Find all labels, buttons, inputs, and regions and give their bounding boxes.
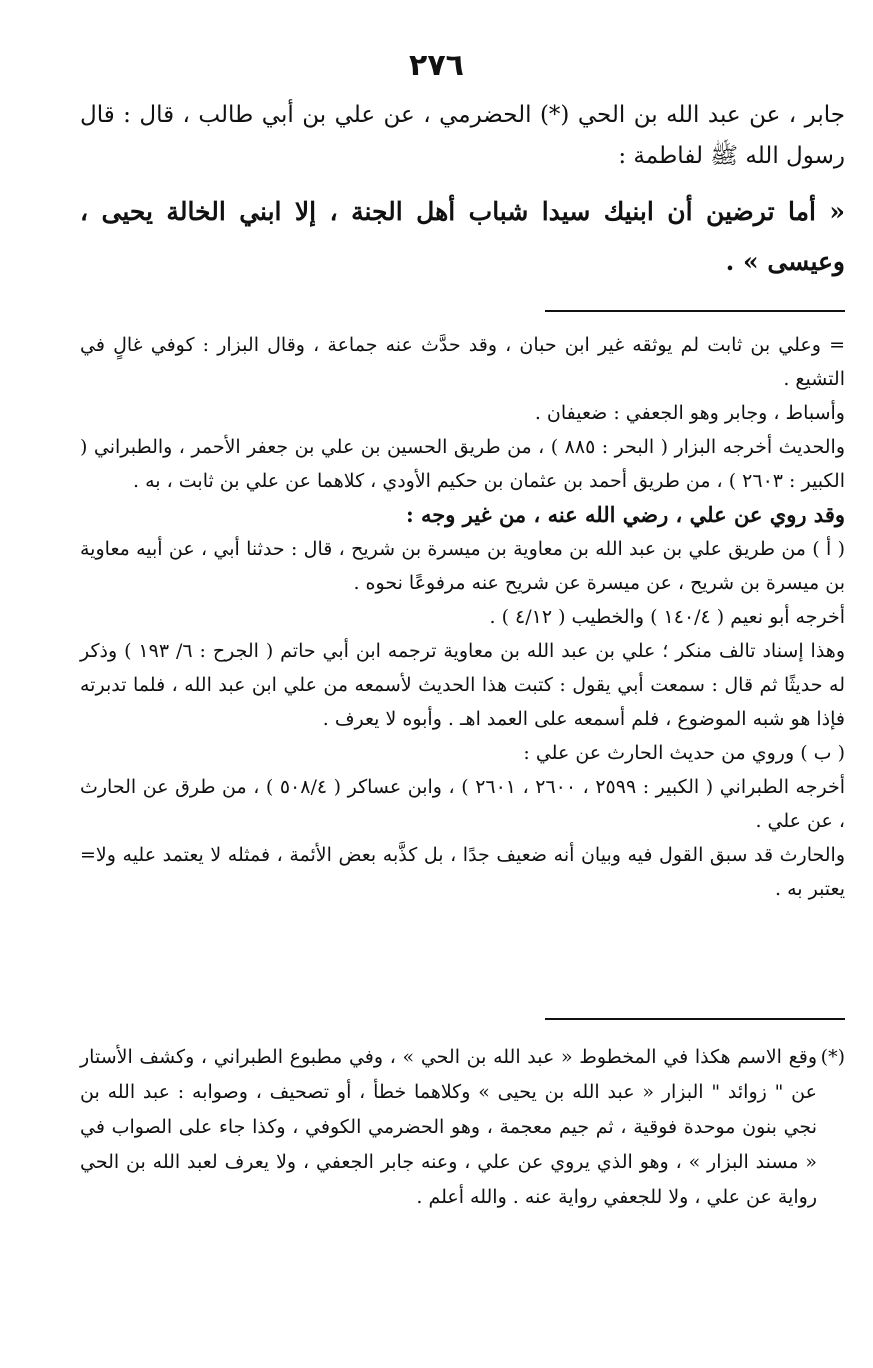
note-line: ( ب ) وروي من حديث الحارث عن علي : <box>523 742 845 764</box>
note-line: وأسباط ، وجابر وهو الجعفي : ضعيفان . <box>534 402 845 424</box>
note-line <box>80 838 845 906</box>
hadith-quote: « أما ترضين أن ابنيك سيدا شباب أهل الجنة ، إلا ابني الخالة يحيى ، وعيسى » . <box>80 197 845 276</box>
notes-section <box>80 328 845 906</box>
footnote <box>80 1040 845 1215</box>
note-line-text: والحارث قد سبق القول فيه وبيان أنه ضعيف جدًا ، بل كذَّبه بعض الأئمة ، فمثله لا يعتمد عليه ولا يعتبر به . <box>95 844 845 900</box>
footnote-divider <box>545 1018 845 1020</box>
note-line: ( أ ) من طريق علي بن عبد الله بن معاوية بن ميسرة بن شريح ، قال : حدثنا أبي ، عن أبيه معاوية بن ميسرة بن شريح ، عن ميسرة عن شريح عنه مرفوعًا نحوه . <box>80 538 845 594</box>
footnote-paragraph <box>80 1040 845 1215</box>
notes-divider <box>545 310 845 312</box>
note-line: أخرجه أبو نعيم ( ١٤٠/٤ ) والخطيب ( ٤/١٢ ) . <box>489 606 845 628</box>
note-line: وهذا إسناد تالف منكر ؛ علي بن عبد الله بن معاوية ترجمه ابن أبي حاتم ( الجرح : ٦/ ١٩٣ ) وذكر له حديثًا ثم قال : سمعت أبي يقول : كتبت هذا الحديث لأسمعه من علي ابن عبد الله ، فلما تدبرته فإذا هو شبه الموضوع ، فلم أسمعه على العمد اهـ . وأبوه لا يعرف . <box>80 640 845 730</box>
footnote-text: وقع الاسم هكذا في المخطوط « عبد الله بن الحي » ، وفي مطبوع الطبراني ، وكشف الأستار عن " زوائد " البزار « عبد الله بن يحيى » وكلاهما خطأ ، أو تصحيف ، وصوابه : عبد الله بن نجي بنون موحدة فوقية ، ثم جيم معجمة ، وهو الحضرمي الكوفي ، وكذا جاء على الصواب في « مسند البزار » ، وهو الذي يروي عن علي ، وعنه جابر الجعفي ، ولا يعرف لعبد الله بن الحي رواية عن علي ، ولا للجعفي رواية عنه . والله أعلم . <box>80 1046 817 1208</box>
continuation-mark: = <box>80 844 96 866</box>
main-paragraph: جابر ، عن عبد الله بن الحي (*) الحضرمي ، عن علي بن أبي طالب ، قال : قال رسول الله ﷺ لفاطمة : <box>80 102 845 169</box>
footnote-marker: (*) <box>820 1046 845 1068</box>
page-number: ٢٧٦ <box>409 48 464 83</box>
note-line: أخرجه الطبراني ( الكبير : ٢٥٩٩ ، ٢٦٠٠ ، ٢٦٠١ ) ، وابن عساكر ( ٥٠٨/٤ ) ، من طرق عن الحارث ، عن علي . <box>80 776 845 832</box>
note-line: والحديث أخرجه البزار ( البحر : ٨٨٥ ) ، من طريق الحسين بن علي بن جعفر الأحمر ، والطبراني ( الكبير : ٢٦٠٣ ) ، من طريق أحمد بن عثمان بن حكيم الأودي ، كلاهما عن علي بن ثابت ، به . <box>80 436 845 492</box>
main-text <box>80 95 845 287</box>
note-line: = وعلي بن ثابت لم يوثقه غير ابن حبان ، وقد حدَّث عنه جماعة ، وقال البزار : كوفي غالٍ في التشيع . <box>80 334 845 390</box>
notes-heading: وقد روي عن علي ، رضي الله عنه ، من غير وجه : <box>405 502 845 527</box>
